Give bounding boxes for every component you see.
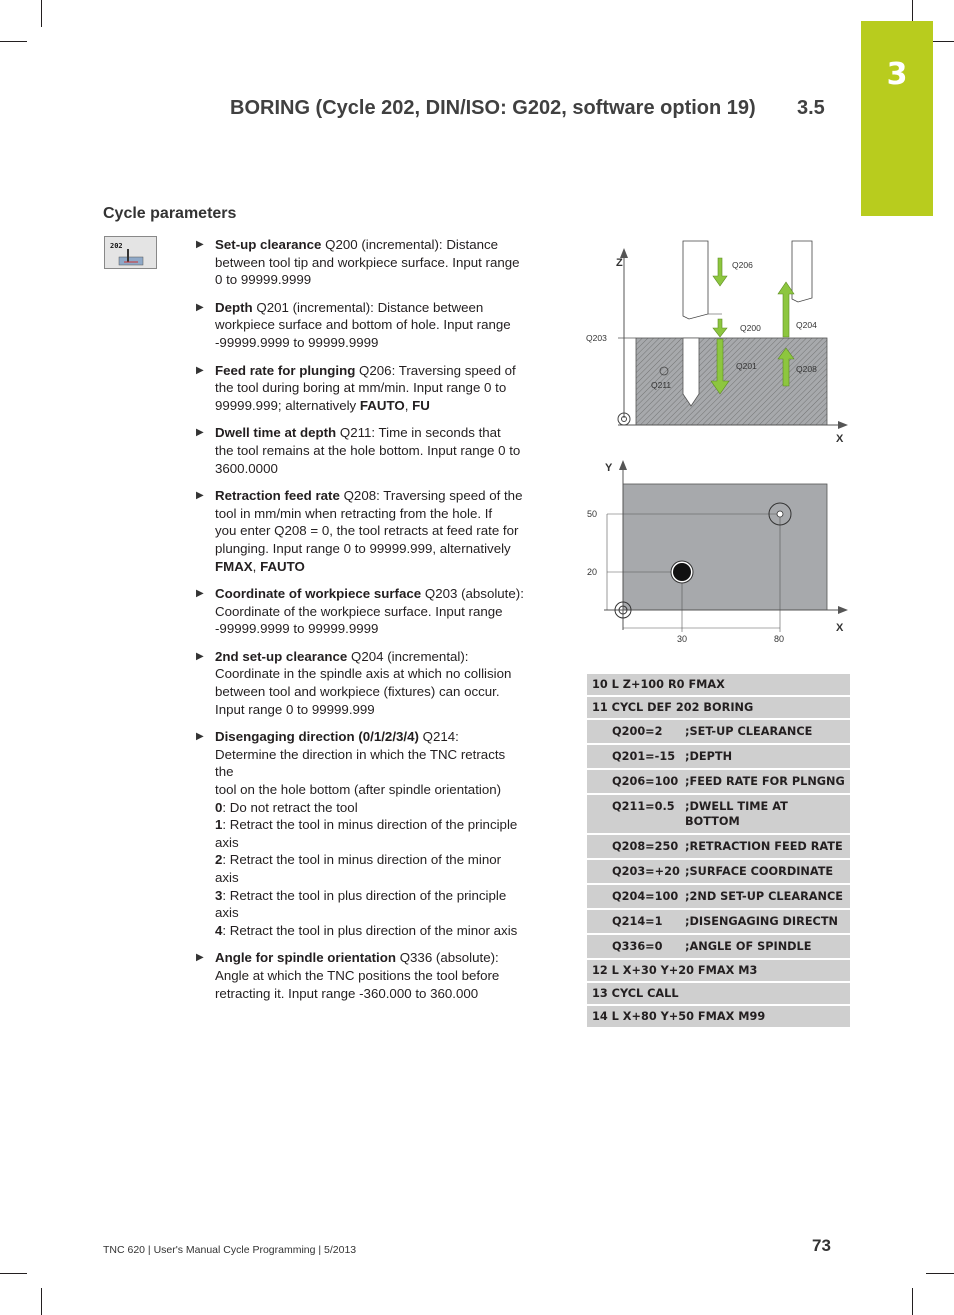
parameter-text: 99999.999; alternatively	[215, 397, 360, 413]
parameter-text: the tool remains at the hole bottom. Input range 0 to	[215, 442, 521, 458]
parameter-text: Q204 (incremental):	[347, 648, 469, 664]
parameter-line	[215, 746, 561, 764]
x-tick-80: 80	[774, 634, 785, 644]
bullet-icon: ▶	[196, 490, 204, 502]
parameter-name: 2nd set-up clearance	[215, 648, 348, 664]
workpiece-top	[623, 484, 827, 610]
nc-param-row	[587, 935, 850, 960]
nc-param-comment: ;SURFACE COORDINATE	[685, 865, 834, 878]
parameter-line	[215, 379, 561, 397]
nc-param-value: Q201=-15	[612, 750, 676, 763]
nc-block-row: 11 CYCL DEF 202 BORING	[587, 697, 850, 720]
bullet-icon: ▶	[196, 952, 204, 964]
hole-2-center	[777, 511, 783, 517]
nc-block-row: 14 L X+80 Y+50 FMAX M99	[587, 1006, 850, 1029]
option-text: : Retract the tool in plus direction of the minor axis	[222, 922, 518, 938]
parameter-text: workpiece surface and bottom of hole. Input range	[215, 317, 511, 333]
parameter-text: Q211: Time in seconds that	[336, 425, 501, 441]
nc-param-comment: ;SET-UP CLEARANCE	[685, 725, 813, 738]
parameter-text: Q214:	[418, 729, 459, 745]
footer-text: TNC 620 | User's Manual Cycle Programming | 5/2013	[103, 1244, 357, 1256]
parameter-line	[215, 460, 561, 478]
parameter-item	[196, 949, 561, 1002]
parameter-text: 0 to 99999.9999	[215, 272, 312, 288]
bullet-icon: ▶	[196, 301, 204, 313]
parameter-line	[215, 505, 561, 523]
parameter-text: tool on the hole bottom (after spindle orientation)	[215, 782, 502, 798]
option-line	[215, 816, 561, 834]
nc-param-value: Q214=1	[612, 915, 663, 928]
parameter-line	[215, 271, 561, 289]
parameter-line	[215, 781, 561, 799]
q200-arrow	[713, 319, 727, 337]
parameter-line	[215, 949, 561, 967]
parameter-text: Q206: Traversing speed of	[355, 362, 516, 378]
parameter-line	[215, 985, 561, 1003]
option-text: : Retract the tool in minus direction of the minor	[222, 852, 502, 868]
q204-arrow	[778, 282, 794, 337]
top-view	[587, 460, 848, 644]
parameter-line	[215, 665, 561, 683]
parameter-item	[196, 585, 561, 638]
parameter-line	[215, 701, 561, 719]
nc-block-row: 13 CYCL CALL	[587, 983, 850, 1006]
parameter-name: Feed rate for plunging	[215, 362, 356, 378]
parameter-name: Coordinate of workpiece surface	[215, 586, 422, 602]
parameter-name: Set-up clearance	[215, 237, 322, 252]
page-title: BORING (Cycle 202, DIN/ISO: G202, software option 19)	[230, 97, 756, 119]
parameter-line	[215, 603, 561, 621]
hole-1-fill	[673, 563, 691, 581]
crop-mark	[41, 0, 42, 27]
tool-left	[683, 241, 708, 319]
y-axis-label: Y	[605, 462, 613, 474]
parameter-name: Disengaging direction (0/1/2/3/4)	[215, 729, 419, 745]
nc-param-comment: ;DEPTH	[685, 750, 733, 763]
parameter-line	[215, 585, 561, 603]
nc-param-value: Q203=+20	[612, 865, 680, 878]
crop-mark	[0, 41, 27, 42]
nc-param-value: Q206=100	[612, 775, 679, 788]
q201-label: Q201	[736, 361, 757, 371]
nc-param-value: Q211=0.5	[612, 800, 675, 813]
parameter-line	[215, 442, 561, 460]
nc-param-row	[587, 860, 850, 885]
option-line	[215, 922, 561, 940]
parameter-line	[215, 236, 561, 254]
q206-arrow	[713, 258, 727, 286]
x-axis-label: X	[836, 433, 844, 445]
bore-hole	[683, 338, 699, 406]
parameter-line	[215, 397, 561, 415]
crop-mark	[926, 1273, 954, 1274]
softkey-label: 202	[110, 242, 123, 250]
parameter-name: Depth	[215, 299, 253, 315]
y-tick-50: 50	[587, 509, 598, 519]
nc-param-row	[587, 835, 850, 860]
parameter-line	[215, 254, 561, 272]
section-number: 3.5	[797, 97, 825, 119]
parameter-text: Q208: Traversing speed of the	[339, 488, 523, 504]
option-code: 0	[215, 799, 223, 815]
parameter-item	[196, 362, 561, 415]
option-line	[215, 869, 561, 887]
nc-param-row	[587, 795, 850, 835]
bullet-icon: ▶	[196, 588, 204, 600]
parameter-text: Q203 (absolute):	[421, 586, 524, 602]
page-number: 73	[812, 1236, 831, 1255]
parameter-line	[215, 334, 561, 352]
q203-label: Q203	[586, 333, 607, 343]
parameter-text: tool in mm/min when retracting from the hole. If	[215, 505, 493, 521]
parameter-item	[196, 487, 561, 575]
parameter-name: Dwell time at depth	[215, 425, 337, 441]
parameter-text: Angle at which the TNC positions the tool before	[215, 967, 500, 983]
y-axis-arrow	[619, 460, 627, 470]
parameter-line	[215, 558, 561, 576]
nc-param-value: Q200=2	[612, 725, 663, 738]
option-text: : Retract the tool in minus direction of the principle	[222, 817, 518, 833]
option-line	[215, 834, 561, 852]
option-text: axis	[215, 870, 239, 885]
parameter-text: Determine the direction in which the TNC retracts	[215, 746, 506, 762]
x-axis-label-top: X	[836, 622, 844, 634]
option-text: : Retract the tool in plus direction of the principle	[222, 887, 507, 903]
parameter-line	[215, 299, 561, 317]
nc-param-row	[587, 885, 850, 910]
parameter-sep: ,	[252, 558, 261, 574]
nc-param-value: Q336=0	[612, 940, 663, 953]
x-tick-30: 30	[677, 634, 688, 644]
parameter-line	[215, 683, 561, 701]
parameter-text: between tool tip and workpiece surface. Input range	[215, 254, 520, 270]
nc-param-comment: ;FEED RATE FOR PLNGNG	[685, 775, 845, 788]
q204-label: Q204	[796, 320, 817, 330]
option-code: 1	[215, 817, 223, 833]
nc-param-row	[587, 720, 850, 745]
parameter-option: FU	[412, 397, 430, 413]
tool-right	[792, 241, 812, 302]
parameter-text: the tool during boring at mm/min. Input range 0 to	[215, 380, 507, 396]
bullet-icon: ▶	[196, 731, 204, 743]
crop-mark	[912, 1288, 913, 1315]
parameter-list	[196, 236, 561, 1012]
q206-label: Q206	[732, 260, 753, 270]
q211-label: Q211	[651, 380, 672, 390]
nc-param-row	[587, 910, 850, 935]
chapter-number: 3	[886, 57, 908, 92]
parameter-option: FAUTO	[359, 397, 405, 413]
parameter-item	[196, 299, 561, 352]
option-text: : Do not retract the tool	[222, 799, 358, 815]
option-line	[215, 887, 561, 905]
nc-param-comment: ;ANGLE OF SPINDLE	[685, 940, 812, 953]
option-line	[215, 799, 561, 817]
parameter-line	[215, 620, 561, 638]
parameter-sep: ,	[404, 397, 413, 413]
q200-label: Q200	[740, 323, 761, 333]
option-text: axis	[215, 905, 239, 921]
chapter-tab	[861, 21, 933, 216]
parameter-line	[215, 522, 561, 540]
y-tick-20: 20	[587, 567, 598, 577]
x-axis-arrow-top	[838, 606, 848, 614]
option-code: 4	[215, 922, 223, 938]
side-view	[586, 241, 848, 445]
cycle-202-softkey-icon	[104, 236, 157, 269]
crop-mark	[0, 1273, 27, 1274]
parameter-option: FAUTO	[260, 558, 305, 574]
parameter-line	[215, 424, 561, 442]
parameter-text: -99999.9999 to 99999.9999	[215, 621, 379, 637]
parameter-line	[215, 728, 561, 746]
cycle-diagram	[580, 236, 850, 655]
nc-param-comment: ;DWELL TIME AT BOTTOM	[685, 800, 788, 828]
parameter-line	[215, 967, 561, 985]
nc-param-row	[587, 770, 850, 795]
nc-param-comment: ;RETRACTION FEED RATE	[685, 840, 843, 853]
parameter-option: FMAX	[215, 558, 253, 574]
nc-param-row	[587, 745, 850, 770]
option-text: axis	[215, 834, 239, 850]
parameter-line	[215, 487, 561, 505]
parameter-line	[215, 763, 561, 781]
parameter-text: you enter Q208 = 0, the tool retracts at feed rate for	[215, 523, 519, 539]
parameter-text: retracting it. Input range -360.000 to 360.000	[215, 985, 479, 1001]
parameter-item	[196, 648, 561, 718]
parameter-line	[215, 316, 561, 334]
parameter-text: the	[215, 764, 234, 780]
parameter-text: Q201 (incremental): Distance between	[252, 299, 484, 315]
nc-program-table	[587, 674, 850, 1029]
parameter-line	[215, 362, 561, 380]
parameter-line	[215, 648, 561, 666]
parameter-text: -99999.9999 to 99999.9999	[215, 334, 379, 350]
parameter-item	[196, 728, 561, 939]
parameter-name: Retraction feed rate	[215, 488, 340, 504]
nc-param-value: Q208=250	[612, 840, 679, 853]
parameter-item	[196, 236, 561, 289]
bullet-icon: ▶	[196, 650, 204, 662]
parameter-item	[196, 424, 561, 477]
bullet-icon: ▶	[196, 239, 204, 250]
parameter-text: plunging. Input range 0 to 99999.999, alternatively	[215, 540, 511, 556]
z-axis-label: Z	[616, 257, 623, 269]
option-code: 3	[215, 887, 223, 903]
option-code: 2	[215, 852, 223, 868]
option-line	[215, 904, 561, 922]
nc-param-value: Q204=100	[612, 890, 679, 903]
crop-mark	[41, 1288, 42, 1315]
parameter-text: between tool and workpiece (fixtures) can occur.	[215, 684, 500, 700]
parameter-text: Q336 (absolute):	[396, 950, 499, 966]
nc-param-comment: ;DISENGAGING DIRECTN	[685, 915, 839, 928]
parameter-name: Angle for spindle orientation	[215, 950, 396, 966]
nc-param-comment: ;2ND SET-UP CLEARANCE	[685, 890, 843, 903]
nc-block-row: 10 L Z+100 R0 FMAX	[587, 674, 850, 697]
parameter-text: Input range 0 to 99999.999	[215, 701, 375, 717]
x-axis-arrow	[838, 421, 848, 429]
bullet-icon: ▶	[196, 427, 204, 439]
parameter-line	[215, 540, 561, 558]
parameter-text: Coordinate of the workpiece surface. Input range	[215, 603, 503, 619]
q208-label: Q208	[796, 364, 817, 374]
bullet-icon: ▶	[196, 364, 204, 376]
parameter-text: Q200 (incremental): Distance	[321, 237, 499, 252]
parameter-text: Coordinate in the spindle axis at which no collision	[215, 666, 512, 682]
parameter-text: 3600.0000	[215, 460, 278, 476]
section-heading: Cycle parameters	[103, 205, 237, 222]
option-line	[215, 851, 561, 869]
nc-block-row: 12 L X+30 Y+20 FMAX M3	[587, 960, 850, 983]
